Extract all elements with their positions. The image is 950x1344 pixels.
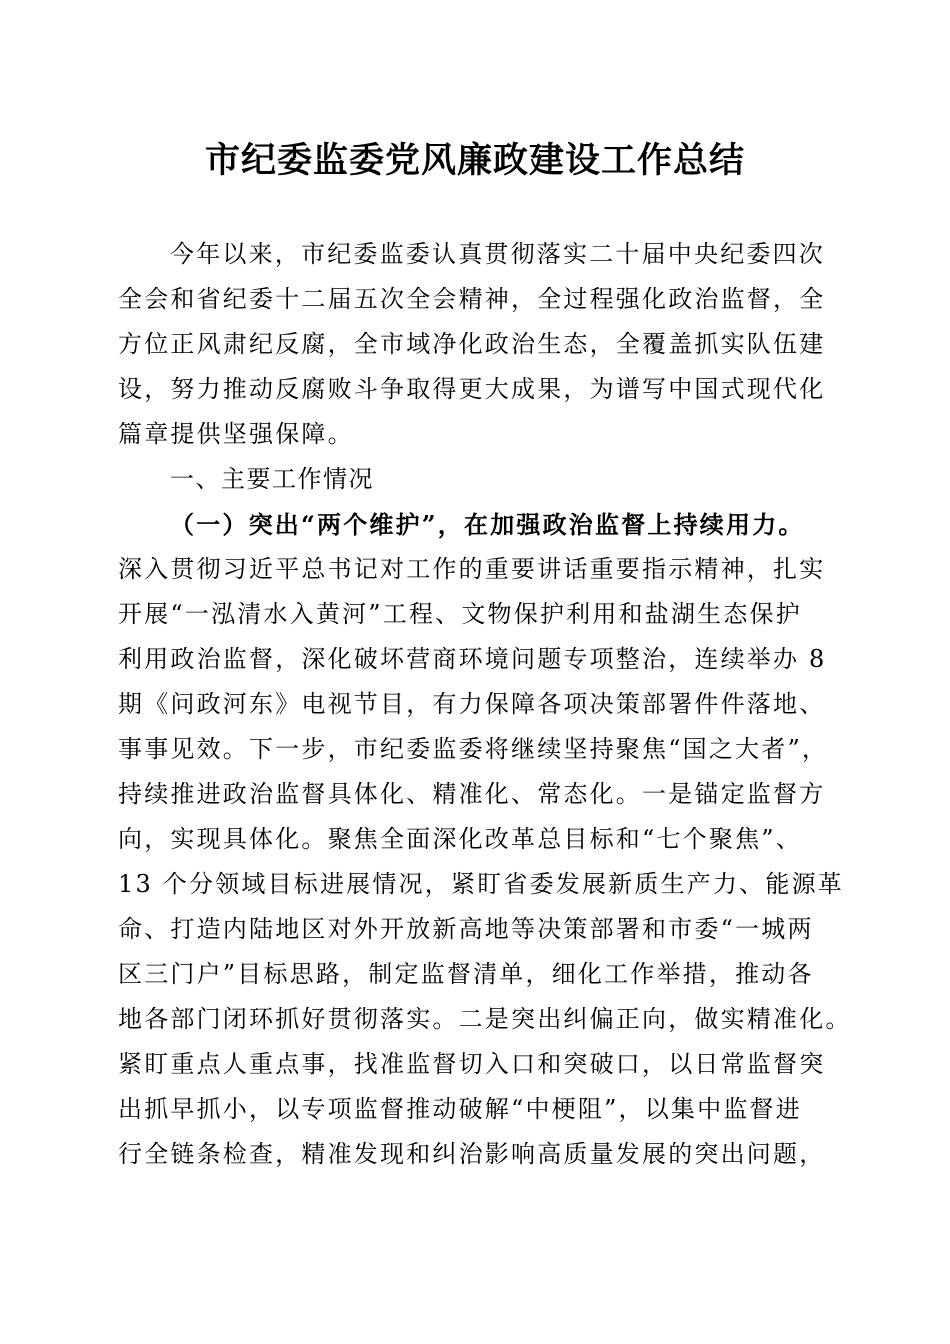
document-body xyxy=(118,232,852,1177)
paragraph-line: 地各部门闭环抓好贯彻落实。二是突出纠偏正向，做实精准化。 xyxy=(118,1005,852,1033)
section-heading: 一、主要工作情况 xyxy=(170,465,374,493)
paragraph-line: 事事见效。下一步，市纪委监委将继续坚持聚焦“国之大者”， xyxy=(118,735,829,763)
paragraph-line: 今年以来，市纪委监委认真贯彻落实二十届中央纪委四次 xyxy=(170,240,825,268)
document-title: 市纪委监委党风廉政建设工作总结 xyxy=(204,140,745,181)
paragraph-line: 方位正风肃纪反腐，全市域净化政治生态，全覆盖抓实队伍建 xyxy=(118,330,826,358)
paragraph-line: 命、打造内陆地区对外开放新高地等决策部署和市委“一城两 xyxy=(118,915,814,943)
paragraph-line: 区三门户”目标思路，制定监督清单，细化工作举措，推动各 xyxy=(118,960,814,988)
paragraph-line: 向，实现具体化。聚焦全面深化改革总目标和“七个聚焦”、 xyxy=(118,825,802,853)
paragraph-line: 行全链条检查，精准发现和纠治影响高质量发展的突出问题， xyxy=(118,1140,826,1168)
paragraph-line: 深入贯彻习近平总书记对工作的重要讲话重要指示精神，扎实 xyxy=(118,555,826,583)
paragraph-line: 出抓早抓小，以专项监督推动破解“中梗阻”，以集中监督进 xyxy=(118,1095,802,1123)
paragraph-line: 紧盯重点人重点事，找准监督切入口和突破口，以日常监督突 xyxy=(118,1050,826,1078)
paragraph-line: 持续推进政治监督具体化、精准化、常态化。一是锚定监督方 xyxy=(118,780,826,808)
paragraph-line: 篇章提供坚强保障。 xyxy=(118,420,354,448)
subsection-heading: （一）突出“两个维护”，在加强政治监督上持续用力。 xyxy=(170,510,805,539)
paragraph-line: 利用政治监督，深化破坏营商环境问题专项整治，连续举办 8 xyxy=(118,645,827,673)
paragraph-line: 全会和省纪委十二届五次全会精神，全过程强化政治监督，全 xyxy=(118,285,826,313)
paragraph-line: 13 个分领域目标进展情况，紧盯省委发展新质生产力、能源革 xyxy=(118,870,844,898)
paragraph-line: 设，努力推动反腐败斗争取得更大成果，为谱写中国式现代化 xyxy=(118,375,826,403)
paragraph-line: 开展“一泓清水入黄河”工程、文物保护利用和盐湖生态保护 xyxy=(118,600,802,628)
paragraph-line: 期《问政河东》电视节目，有力保障各项决策部署件件落地、 xyxy=(118,690,826,718)
